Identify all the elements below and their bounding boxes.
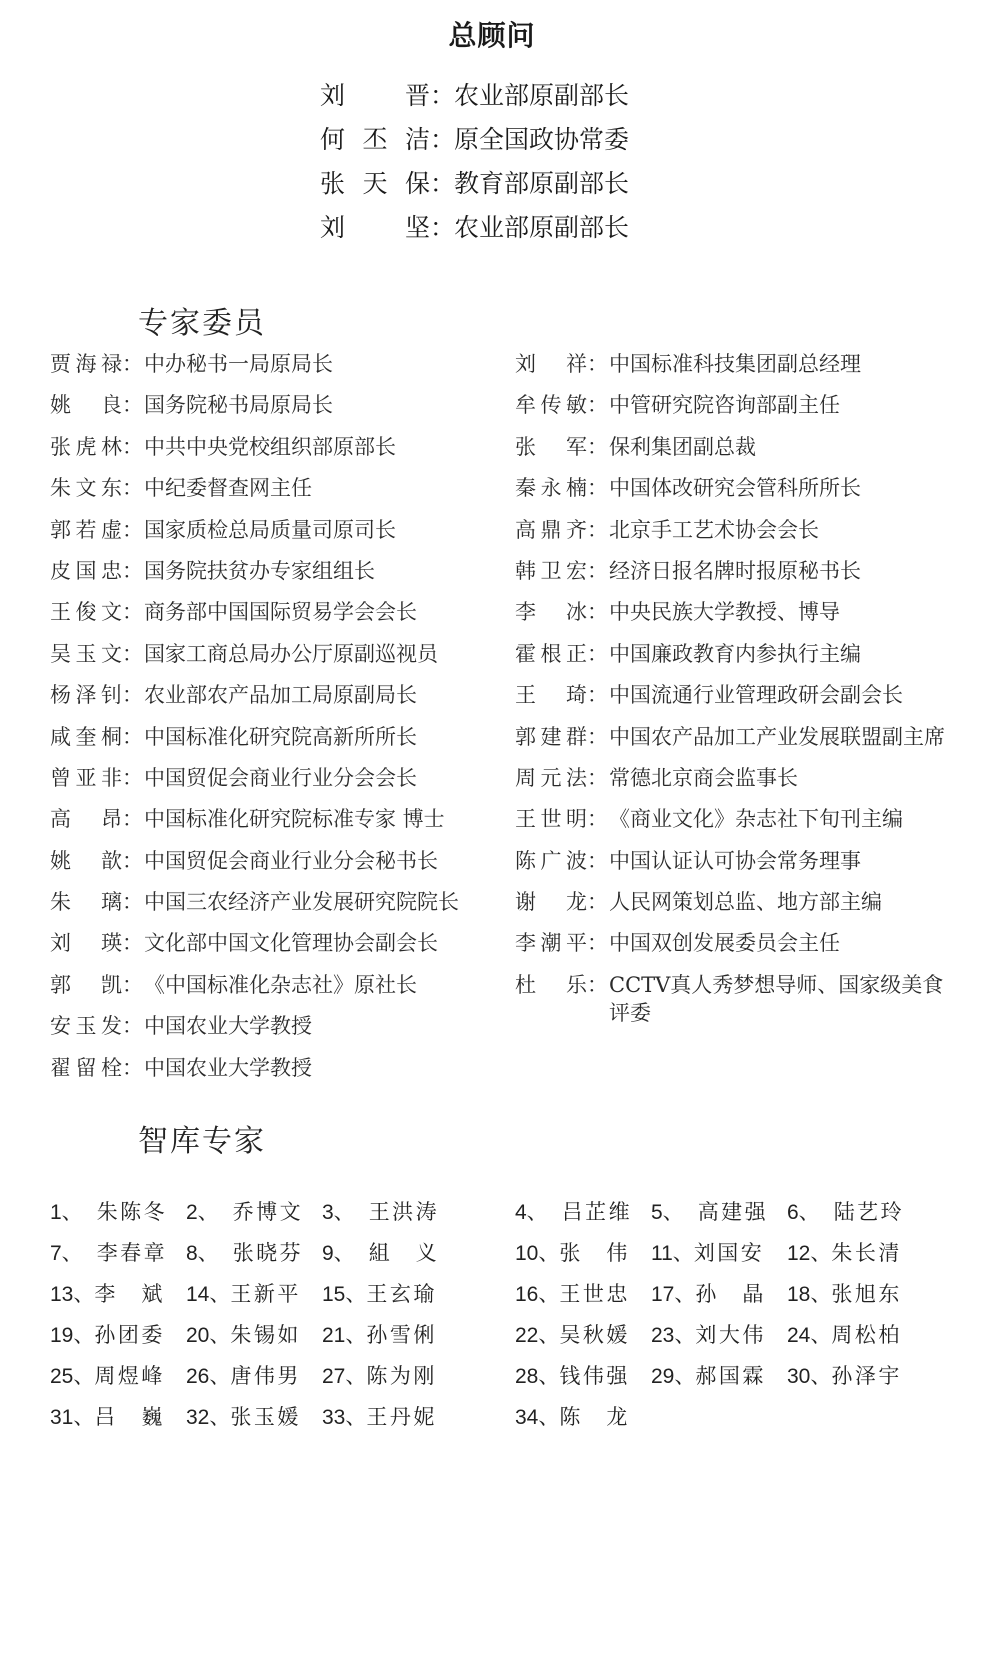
- think-tank-name: 朱锡如: [230, 1322, 299, 1347]
- expert-separator: ：: [587, 558, 608, 583]
- think-tank-number: 30、: [787, 1364, 832, 1388]
- think-tank-entry: [50, 1313, 186, 1354]
- think-tank-name: 吕巍: [94, 1404, 163, 1429]
- expert-separator: ：: [587, 931, 608, 956]
- think-tank-number: 26、: [186, 1364, 231, 1388]
- expert-separator: ：: [122, 1014, 143, 1039]
- expert-name: 朱文东: [50, 476, 122, 501]
- expert-title: 《商业文化》杂志社下旬刊主编: [609, 807, 903, 832]
- expert-row: [50, 557, 490, 598]
- advisor-separator: ：: [430, 213, 456, 242]
- think-tank-entry: [787, 1190, 927, 1231]
- advisor-row: [320, 118, 840, 162]
- advisor-separator: ：: [430, 81, 456, 110]
- expert-title: 中国双创发展委员会主任: [609, 931, 840, 956]
- expert-name: 朱璃: [50, 890, 122, 915]
- think-tank-entry: [651, 1354, 787, 1395]
- think-tank-entry: [186, 1395, 322, 1436]
- think-tank-number: 1、: [50, 1200, 83, 1224]
- think-tank-entry: [322, 1354, 462, 1395]
- think-tank-entry: [50, 1272, 186, 1313]
- expert-separator: ：: [587, 352, 608, 376]
- think-tank-number: 31、: [50, 1405, 95, 1429]
- expert-row: [50, 516, 490, 557]
- advisors-list: [320, 74, 840, 250]
- think-tank-name: 陈为刚: [366, 1363, 435, 1388]
- expert-separator: ：: [587, 683, 608, 708]
- expert-separator: ：: [122, 393, 143, 418]
- experts-right-column: [515, 350, 975, 1027]
- expert-name: 周元法: [515, 765, 587, 790]
- expert-row: [50, 681, 490, 722]
- think-tank-number: 3、: [322, 1200, 355, 1224]
- expert-separator: ：: [122, 558, 143, 583]
- expert-title: 中国农业大学教授: [144, 1055, 312, 1080]
- think-tank-number: 10、: [515, 1241, 560, 1265]
- expert-name: 李冰: [515, 600, 587, 625]
- expert-name: 秦永楠: [515, 476, 587, 501]
- think-tank-entry: [651, 1231, 787, 1272]
- expert-name: 张虎林: [50, 434, 122, 459]
- think-tank-entry: [515, 1272, 651, 1313]
- expert-title: CCTV真人秀梦想导师、国家级美食评委: [609, 972, 944, 1025]
- think-tank-number: 25、: [50, 1364, 95, 1388]
- think-tank-entry: [651, 1190, 787, 1231]
- think-tank-entry: [787, 1313, 927, 1354]
- expert-name: 郭若虚: [50, 517, 122, 542]
- expert-row: [515, 516, 975, 557]
- think-tank-name: 周松柏: [831, 1322, 900, 1347]
- think-tank-name: 张旭东: [831, 1281, 900, 1306]
- think-tank-number: 17、: [651, 1282, 696, 1306]
- think-tank-name: 孙晶: [695, 1281, 764, 1306]
- expert-title: 国家质检总局质量司原司长: [144, 517, 396, 542]
- expert-name: 皮国忠: [50, 558, 122, 583]
- expert-name: 吴玉文: [50, 641, 122, 666]
- expert-title: 农业部农产品加工局原副局长: [144, 683, 417, 708]
- expert-title: 国务院扶贫办专家组组长: [144, 558, 375, 583]
- expert-row: [515, 474, 975, 515]
- think-tank-number: 9、: [322, 1241, 355, 1265]
- think-tank-name: 朱长清: [831, 1240, 900, 1265]
- expert-name: 谢龙: [515, 890, 587, 915]
- think-tank-name: 唐伟男: [230, 1363, 299, 1388]
- think-tank-number: 6、: [787, 1200, 820, 1224]
- expert-row: [515, 888, 975, 929]
- think-tank-number: 7、: [50, 1241, 83, 1265]
- expert-title: 商务部中国国际贸易学会会长: [144, 600, 417, 625]
- expert-separator: ：: [587, 517, 608, 542]
- expert-title: 中国廉政教育内参执行主编: [609, 641, 861, 666]
- expert-name: 王琦: [515, 683, 587, 708]
- expert-name: 杨泽钊: [50, 683, 122, 708]
- expert-name: 姚良: [50, 393, 122, 418]
- expert-row: [50, 847, 490, 888]
- think-tank-name: 周煜峰: [94, 1363, 163, 1388]
- expert-title: 中央民族大学教授、博导: [609, 600, 840, 625]
- expert-separator: ：: [587, 434, 608, 459]
- expert-title: 中国贸促会商业行业分会秘书长: [144, 848, 438, 873]
- expert-row: [515, 681, 975, 722]
- think-tank-number: 29、: [651, 1364, 696, 1388]
- think-tank-number: 11、: [651, 1241, 694, 1265]
- think-tank-number: 21、: [322, 1323, 367, 1347]
- think-tank-number: 23、: [651, 1323, 696, 1347]
- think-tank-name: 吕芷维: [561, 1199, 630, 1224]
- expert-title: 中国流通行业管理政研会副会长: [609, 683, 903, 708]
- advisor-title: 农业部原副部长: [454, 81, 630, 110]
- think-tank-number: 20、: [186, 1323, 231, 1347]
- think-tank-entry: [186, 1313, 322, 1354]
- expert-row: [50, 723, 490, 764]
- expert-name: 陈广波: [515, 848, 587, 873]
- expert-separator: ：: [122, 476, 143, 501]
- think-tank-entry: [787, 1354, 927, 1395]
- expert-name: 郭凯: [50, 972, 122, 997]
- expert-row: [515, 971, 975, 1027]
- expert-separator: ：: [587, 848, 608, 873]
- think-tank-name: 王世忠: [559, 1281, 628, 1306]
- think-tank-number: 27、: [322, 1364, 367, 1388]
- expert-name: 刘瑛: [50, 931, 122, 956]
- think-tank-name: 陆艺玲: [833, 1199, 902, 1224]
- think-tank-entry: [787, 1272, 927, 1313]
- think-tank-number: 19、: [50, 1323, 95, 1347]
- think-tank-entry: [515, 1354, 651, 1395]
- expert-separator: ：: [122, 1055, 143, 1080]
- expert-title: 中国标准化研究院高新所所长: [144, 724, 417, 749]
- advisor-title: 教育部原副部长: [454, 169, 630, 198]
- expert-title: 文化部中国文化管理协会副会长: [144, 931, 438, 956]
- expert-row: [50, 929, 490, 970]
- think-tank-name: 李春章: [96, 1240, 165, 1265]
- experts-left-column: [50, 350, 490, 1095]
- expert-row: [515, 391, 975, 432]
- think-tank-number: 5、: [651, 1200, 684, 1224]
- expert-title: 保利集团副总裁: [609, 434, 756, 459]
- expert-title: 常德北京商会监事长: [609, 765, 798, 790]
- think-tank-number: 28、: [515, 1364, 560, 1388]
- think-tank-name: 孙团委: [94, 1322, 163, 1347]
- think-tank-entry: [515, 1313, 651, 1354]
- expert-row: [50, 888, 490, 929]
- expert-name: 王俊文: [50, 600, 122, 625]
- expert-name: 曾亚非: [50, 765, 122, 790]
- expert-name: 牟传敏: [515, 393, 587, 418]
- expert-row: [50, 598, 490, 639]
- think-tank-entry: [651, 1272, 787, 1313]
- think-tank-entry: [322, 1395, 462, 1436]
- expert-separator: ：: [122, 724, 143, 749]
- expert-title: 中国标准化研究院标准专家 博士: [144, 807, 445, 832]
- expert-separator: ：: [122, 807, 143, 832]
- think-tank-entry: [515, 1231, 651, 1272]
- think-tank-number: 13、: [50, 1282, 95, 1306]
- experts-heading: 专家委员: [138, 306, 266, 341]
- advisor-separator: ：: [430, 169, 456, 198]
- expert-row: [515, 433, 975, 474]
- advisor-name: 张天保: [320, 169, 430, 198]
- think-tank-entry: [50, 1395, 186, 1436]
- expert-title: 《中国标准化杂志社》原社长: [144, 972, 417, 997]
- think-tank-name: 张玉媛: [230, 1404, 299, 1429]
- think-tank-entry: [50, 1354, 186, 1395]
- expert-row: [50, 474, 490, 515]
- expert-separator: ：: [122, 931, 143, 956]
- expert-title: 国务院秘书局原局长: [144, 393, 333, 418]
- expert-name: 张军: [515, 434, 587, 459]
- expert-title: 中国贸促会商业行业分会会长: [144, 765, 417, 790]
- think-tank-name: 李斌: [94, 1281, 163, 1306]
- think-tank-number: 8、: [186, 1241, 219, 1265]
- expert-separator: ：: [122, 641, 143, 666]
- expert-separator: ：: [587, 476, 608, 501]
- think-tank-number: 14、: [186, 1282, 231, 1306]
- advisor-row: [320, 162, 840, 206]
- advisor-name: 何丕洁: [320, 125, 430, 154]
- expert-title: 中办秘书一局原局长: [144, 352, 333, 376]
- think-tank-number: 16、: [515, 1282, 560, 1306]
- expert-row: [50, 350, 490, 391]
- think-tank-number: 12、: [787, 1241, 832, 1265]
- expert-row: [50, 764, 490, 805]
- think-tank-name: 組义: [368, 1240, 437, 1265]
- expert-row: [515, 764, 975, 805]
- think-tank-number: 18、: [787, 1282, 832, 1306]
- think-tank-entry: [515, 1395, 651, 1436]
- think-tank-name: 陈龙: [559, 1404, 628, 1429]
- expert-title: 中国三农经济产业发展研究院院长: [144, 890, 459, 915]
- expert-name: 王世明: [515, 807, 587, 832]
- think-tank-name: 刘国安: [693, 1240, 762, 1265]
- think-tank-name: 张晓芬: [232, 1240, 301, 1265]
- think-tank-name: 孙泽宇: [831, 1363, 900, 1388]
- think-tank-number: 33、: [322, 1405, 367, 1429]
- think-tank-entry: [186, 1231, 322, 1272]
- expert-row: [50, 640, 490, 681]
- expert-row: [515, 929, 975, 970]
- think-tank-entry: [515, 1190, 651, 1231]
- think-tank-name: 乔博文: [232, 1199, 301, 1224]
- think-tank-number: 32、: [186, 1405, 231, 1429]
- expert-separator: ：: [587, 807, 608, 832]
- think-tank-number: 34、: [515, 1405, 560, 1429]
- think-tank-name: 刘大伟: [695, 1322, 764, 1347]
- think-tank-number: 15、: [322, 1282, 367, 1306]
- think-tank-entry: [186, 1354, 322, 1395]
- expert-row: [515, 557, 975, 598]
- think-tank-name: 张伟: [559, 1240, 628, 1265]
- advisor-name: 刘坚: [320, 213, 430, 242]
- expert-separator: ：: [587, 890, 608, 915]
- expert-separator: ：: [122, 972, 143, 997]
- expert-row: [50, 1054, 490, 1095]
- expert-name: 姚歆: [50, 848, 122, 873]
- think-tank-entry: [50, 1190, 186, 1231]
- expert-title: 北京手工艺术协会会长: [609, 517, 819, 542]
- think-tank-entry: [322, 1190, 462, 1231]
- think-tank-number: 4、: [515, 1200, 548, 1224]
- expert-title: 经济日报名牌时报原秘书长: [609, 558, 861, 583]
- expert-row: [515, 805, 975, 846]
- expert-separator: ：: [122, 352, 143, 376]
- advisor-title: 原全国政协常委: [454, 125, 630, 154]
- expert-name: 安玉发: [50, 1014, 122, 1039]
- expert-separator: ：: [122, 848, 143, 873]
- expert-separator: ：: [122, 600, 143, 625]
- think-tank-name: 王新平: [230, 1281, 299, 1306]
- expert-name: 霍根正: [515, 641, 587, 666]
- expert-title: 中纪委督查网主任: [144, 476, 312, 501]
- think-tank-name: 王玄瑜: [366, 1281, 435, 1306]
- advisor-separator: ：: [430, 125, 456, 154]
- think-tank-entry: [322, 1272, 462, 1313]
- expert-title: 人民网策划总监、地方部主编: [609, 890, 882, 915]
- think-tank-entry: [322, 1231, 462, 1272]
- expert-row: [50, 391, 490, 432]
- expert-title: 中国农业大学教授: [144, 1014, 312, 1039]
- expert-name: 韩卫宏: [515, 558, 587, 583]
- expert-separator: ：: [122, 890, 143, 915]
- think-tank-heading: 智库专家: [138, 1124, 266, 1159]
- think-tank-name: 吴秋媛: [559, 1322, 628, 1347]
- expert-row: [50, 1012, 490, 1053]
- expert-name: 杜乐: [515, 972, 587, 997]
- expert-name: 李潮平: [515, 931, 587, 956]
- think-tank-left-grid: [50, 1190, 462, 1436]
- think-tank-name: 王洪涛: [368, 1199, 437, 1224]
- think-tank-entry: [186, 1190, 322, 1231]
- expert-separator: ：: [122, 434, 143, 459]
- think-tank-entry: [186, 1272, 322, 1313]
- think-tank-number: 22、: [515, 1323, 560, 1347]
- advisor-title: 农业部原副部长: [454, 213, 630, 242]
- expert-row: [515, 723, 975, 764]
- expert-row: [515, 598, 975, 639]
- think-tank-number: 2、: [186, 1200, 219, 1224]
- expert-name: 高鼎齐: [515, 517, 587, 542]
- advisors-title: 总顾问: [448, 19, 536, 52]
- think-tank-name: 朱陈冬: [96, 1199, 165, 1224]
- expert-title: 中共中央党校组织部原部长: [144, 434, 396, 459]
- think-tank-name: 王丹妮: [366, 1404, 435, 1429]
- advisor-row: [320, 206, 840, 250]
- expert-separator: ：: [587, 765, 608, 790]
- expert-separator: ：: [587, 641, 608, 666]
- expert-row: [515, 847, 975, 888]
- advisor-name: 刘晋: [320, 81, 430, 110]
- expert-name: 刘祥: [515, 352, 587, 376]
- think-tank-right-grid: [515, 1190, 927, 1436]
- expert-separator: ：: [587, 724, 608, 749]
- expert-row: [50, 971, 490, 1012]
- expert-title: 中国农产品加工产业发展联盟副主席: [609, 724, 945, 749]
- think-tank-name: 郝国霖: [695, 1363, 764, 1388]
- expert-separator: ：: [122, 683, 143, 708]
- expert-row: [515, 350, 975, 391]
- expert-row: [50, 805, 490, 846]
- expert-title: 国家工商总局办公厅原副巡视员: [144, 641, 438, 666]
- expert-name: 咸奎桐: [50, 724, 122, 749]
- think-tank-entry: [50, 1231, 186, 1272]
- expert-name: 高昂: [50, 807, 122, 832]
- think-tank-entry: [787, 1231, 927, 1272]
- expert-title: 中国标准科技集团副总经理: [609, 352, 861, 376]
- think-tank-name: 钱伟强: [559, 1363, 628, 1388]
- think-tank-number: 24、: [787, 1323, 832, 1347]
- advisor-row: [320, 74, 840, 118]
- expert-separator: ：: [587, 393, 608, 418]
- think-tank-name: 高建强: [697, 1199, 766, 1224]
- think-tank-entry: [651, 1313, 787, 1354]
- expert-title: 中国认证认可协会常务理事: [609, 848, 861, 873]
- expert-title: 中管研究院咨询部副主任: [609, 393, 840, 418]
- think-tank-name: 孙雪俐: [366, 1322, 435, 1347]
- expert-name: 郭建群: [515, 724, 587, 749]
- expert-title: 中国体改研究会管科所所长: [609, 476, 861, 501]
- expert-separator: ：: [122, 765, 143, 790]
- expert-separator: ：: [122, 517, 143, 542]
- expert-separator: ：: [587, 600, 608, 625]
- expert-separator: ：: [587, 972, 608, 997]
- expert-row: [50, 433, 490, 474]
- think-tank-entry: [322, 1313, 462, 1354]
- expert-name: 翟留栓: [50, 1055, 122, 1080]
- expert-row: [515, 640, 975, 681]
- expert-name: 贾海禄: [50, 352, 122, 376]
